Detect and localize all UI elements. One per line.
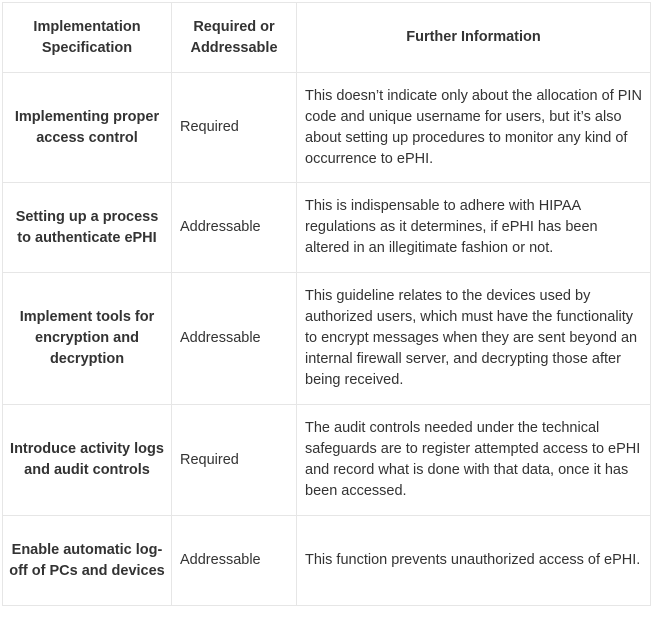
table-row [3,516,651,606]
requirement-cell: Required [172,405,297,516]
info-cell: This function prevents unauthorized access of ePHI. [297,516,651,606]
info-cell: This guideline relates to the devices used by authorized users, which must have the functionality to encrypt messages when they are sent beyond an internal firewall server, and decrypting those after being received. [297,273,651,405]
spec-cell: Enable automatic log-off of PCs and devices [3,516,172,606]
hipaa-technical-safeguards-table [2,2,651,606]
requirement-cell: Addressable [172,516,297,606]
spec-cell: Implement tools for encryption and decryption [3,273,172,405]
table-row [3,183,651,273]
info-cell: This doesn’t indicate only about the allocation of PIN code and unique username for users, but it’s also about setting up procedures to monitor any kind of occurrence to ePHI. [297,73,651,183]
requirement-cell: Addressable [172,273,297,405]
info-cell: This is indispensable to adhere with HIPAA regulations as it determines, if ePHI has been altered in an illegitimate fashion or not. [297,183,651,273]
table-header-row [3,3,651,73]
spec-cell: Implementing proper access control [3,73,172,183]
requirement-cell: Addressable [172,183,297,273]
table-row [3,405,651,516]
table-row [3,273,651,405]
header-further-information: Further Information [297,3,651,73]
table-row [3,73,651,183]
header-required-or-addressable: Required or Addressable [172,3,297,73]
requirement-cell: Required [172,73,297,183]
info-cell: The audit controls needed under the technical safeguards are to register attempted access to ePHI and record what is done with that data, once it has been accessed. [297,405,651,516]
header-implementation-specification: Implementation Specification [3,3,172,73]
spec-cell: Introduce activity logs and audit controls [3,405,172,516]
hipaa-technical-safeguards-table-container [2,2,650,606]
spec-cell: Setting up a process to authenticate ePHI [3,183,172,273]
